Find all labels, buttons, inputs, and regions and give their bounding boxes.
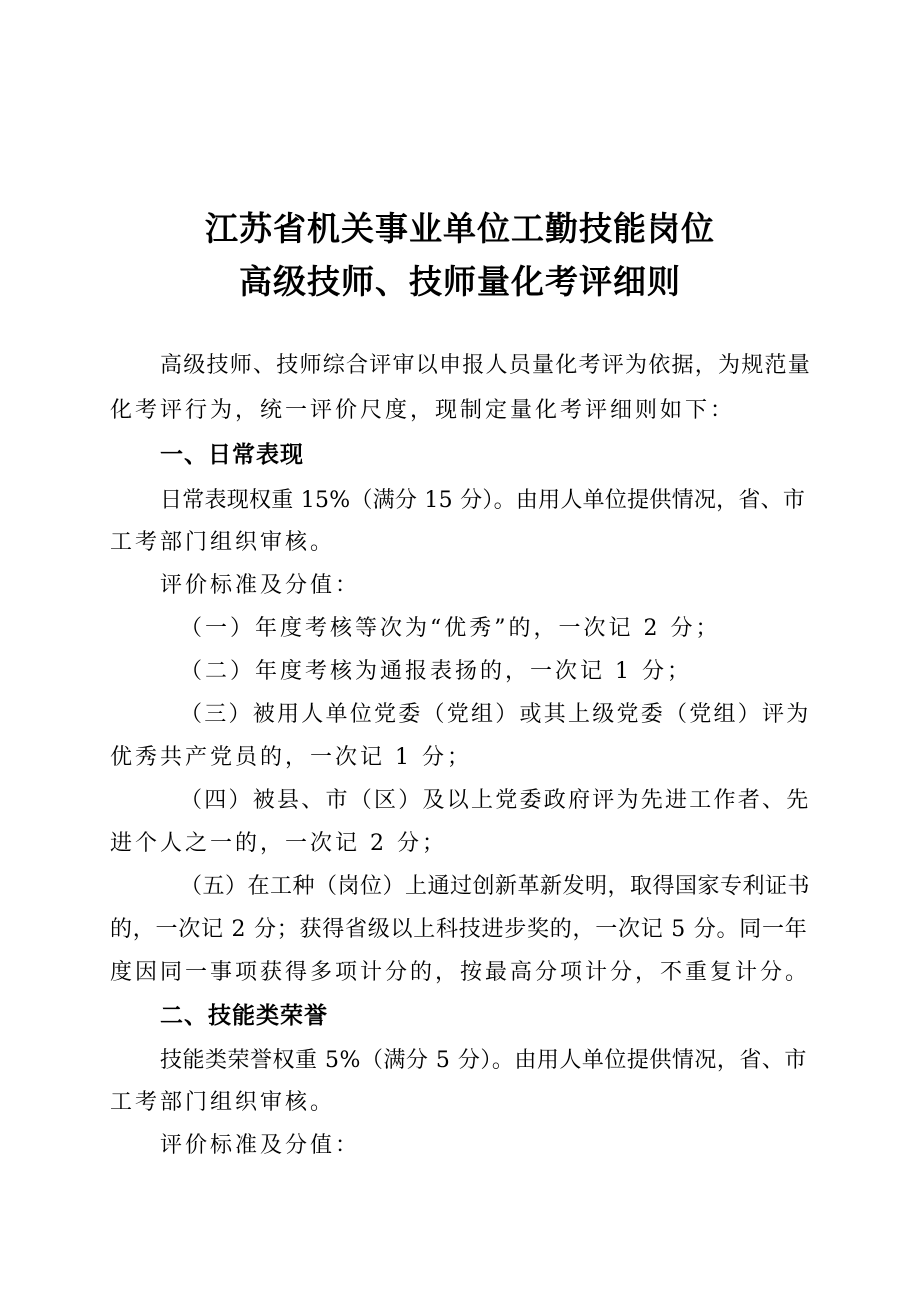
section1-item-1: （一）年度考核等次为“优秀”的，一次记 2 分； xyxy=(180,616,721,641)
section2-criteria-label: 评价标准及分值： xyxy=(160,1133,361,1158)
section1-weight-line-1: 日常表现权重 15%（满分 15 分）。由用人单位提供情况，省、市 xyxy=(160,488,806,513)
section1-item-5-line-2: 的，一次记 2 分；获得省级以上科技进步奖的，一次记 5 分。同一年 xyxy=(110,917,808,942)
section2-weight-line-2: 工考部门组织审核。 xyxy=(110,1090,336,1115)
section-heading-daily-performance: 一、日常表现 xyxy=(160,442,304,468)
document-title-line-1: 江苏省机关事业单位工勤技能岗位 xyxy=(205,209,715,248)
section-heading-skill-honors: 二、技能类荣誉 xyxy=(160,1003,328,1029)
section1-criteria-label: 评价标准及分值： xyxy=(160,573,361,598)
section1-item-4-line-1: （四）被县、市（区）及以上党委政府评为先进工作者、先 xyxy=(180,788,811,813)
section1-item-3-line-2: 优秀共产党员的，一次记 1 分； xyxy=(110,745,472,770)
section1-item-5-line-1: （五）在工种（岗位）上通过创新革新发明，取得国家专利证书 xyxy=(180,874,811,899)
intro-paragraph-line-2: 化考评行为，统一评价尺度，现制定量化考评细则如下： xyxy=(110,398,736,423)
section1-item-4-line-2: 进个人之一的，一次记 2 分； xyxy=(110,831,447,856)
intro-paragraph-line-1: 高级技师、技师综合评审以申报人员量化考评为依据，为规范量 xyxy=(160,353,812,378)
section1-item-5-line-3: 度因同一事项获得多项计分的，按最高分项计分，不重复计分。 xyxy=(110,960,811,985)
section1-item-2: （二）年度考核为通报表扬的，一次记 1 分； xyxy=(180,659,692,684)
document-title-line-2: 高级技师、技师量化考评细则 xyxy=(239,262,681,301)
section1-item-3-line-1: （三）被用人单位党委（党组）或其上级党委（党组）评为 xyxy=(180,702,811,727)
section2-weight-line-1: 技能类荣誉权重 5%（满分 5 分）。由用人单位提供情况，省、市 xyxy=(160,1048,807,1073)
section1-weight-line-2: 工考部门组织审核。 xyxy=(110,530,336,555)
